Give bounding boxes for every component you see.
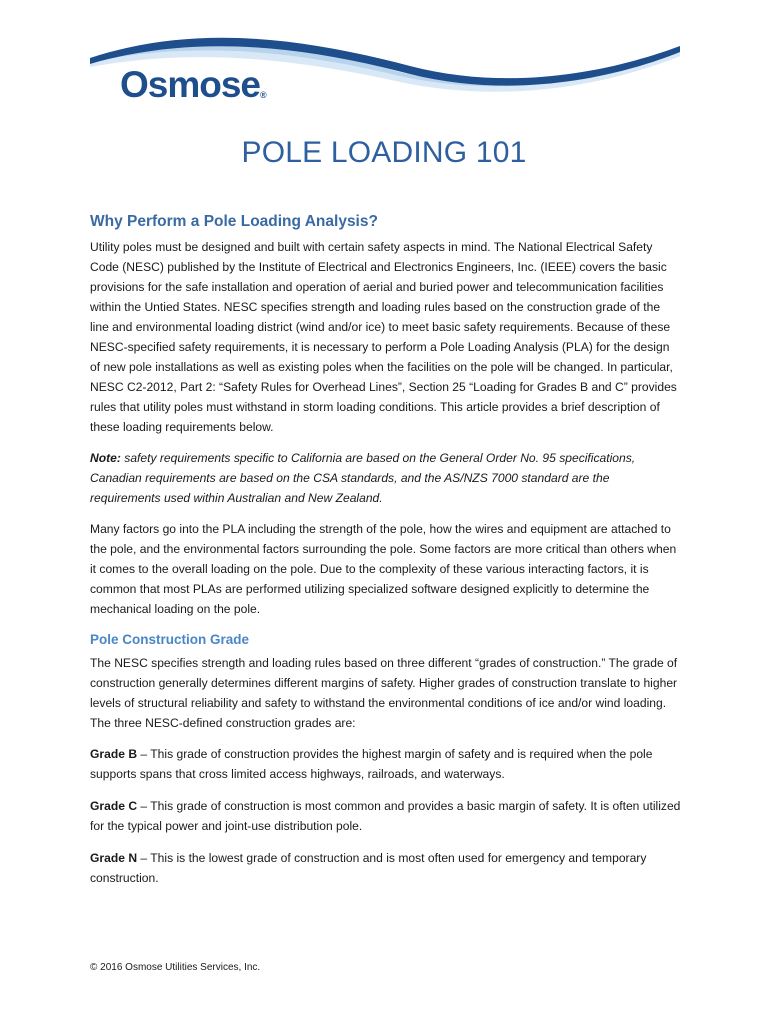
header-banner [0,0,768,110]
wave-graphic [0,0,768,110]
grade-label: Grade B [90,747,138,761]
section-heading-construction-grade: Pole Construction Grade [90,632,250,647]
paragraph-factors: Many factors go into the PLA including the strength of the pole, how the wires and equipment are attached to the pole, and the environmental factors surrounding the pole. Some factors are more critical than others when it comes to the overall loading on the pole. Due to the complexity of these various interacting factors, it is common that most PLAs are performed utilizing specialized software designed explicitly to determine the mechanical loading on the pole. [90,522,677,616]
grade-text: – This is the lowest grade of construction and is most often used for emergency and temporary construction. [90,851,647,885]
document-title: POLE LOADING 101 [241,136,527,169]
grade-n-paragraph [90,848,682,888]
note-text: safety requirements specific to California are based on the General Order No. 95 specifications, Canadian requirements are based on the CSA standards, and the AS/NZS 7000 standard are the requirements used within Australian and New Zealand. [90,451,636,505]
note-label: Note: [90,451,121,465]
grade-label: Grade N [90,851,138,865]
grade-label: Grade C [90,799,138,813]
paragraph-grades-intro: The NESC specifies strength and loading rules based on three different “grades of construction.” The grade of construction generally determines different margins of safety. Higher grades of construction translate to higher levels of structural reliability and safety to withstand the environmental conditions of ice and/or wind loading. The three NESC-defined construction grades are: [90,656,678,730]
grade-text: – This grade of construction is most common and provides a basic margin of safety. It is often utilized for the typical power and joint-use distribution pole. [90,799,681,833]
grade-text: – This grade of construction provides the highest margin of safety and is required when the pole supports spans that cross limited access highways, railroads, and waterways. [90,747,653,781]
grade-c-paragraph [90,796,682,836]
copyright-footer: © 2016 Osmose Utilities Services, Inc. [90,962,261,973]
paragraph-intro: Utility poles must be designed and built with certain safety aspects in mind. The National Electrical Safety Code (NESC) published by the Institute of Electrical and Electronics Engineers, Inc. (IEEE) covers the basic provisions for the safe installation and operation of aerial and buried power and telecommunication facilities within the Untied States. NESC specifies strength and loading rules based on the construction grade of the line and environmental loading district (wind and/or ice) to meet basic safety requirements. Because of these NESC-specified safety requirements, it is necessary to perform a Pole Loading Analysis (PLA) for the design of new pole installations as well as existing poles when the facilities on the pole will be changed. In particular, NESC C2-2012, Part 2: “Safety Rules for Overhead Lines”, Section 25 “Loading for Grades B and C” provides rules that utility poles must withstand in storm loading conditions. This article provides a brief description of these loading requirements below. [90,240,677,434]
osmose-logo: Osmose® [120,64,267,105]
section-heading-why-pla: Why Perform a Pole Loading Analysis? [90,213,378,230]
grade-b-paragraph [90,744,682,784]
note-paragraph [90,448,682,508]
document-body [90,212,682,900]
